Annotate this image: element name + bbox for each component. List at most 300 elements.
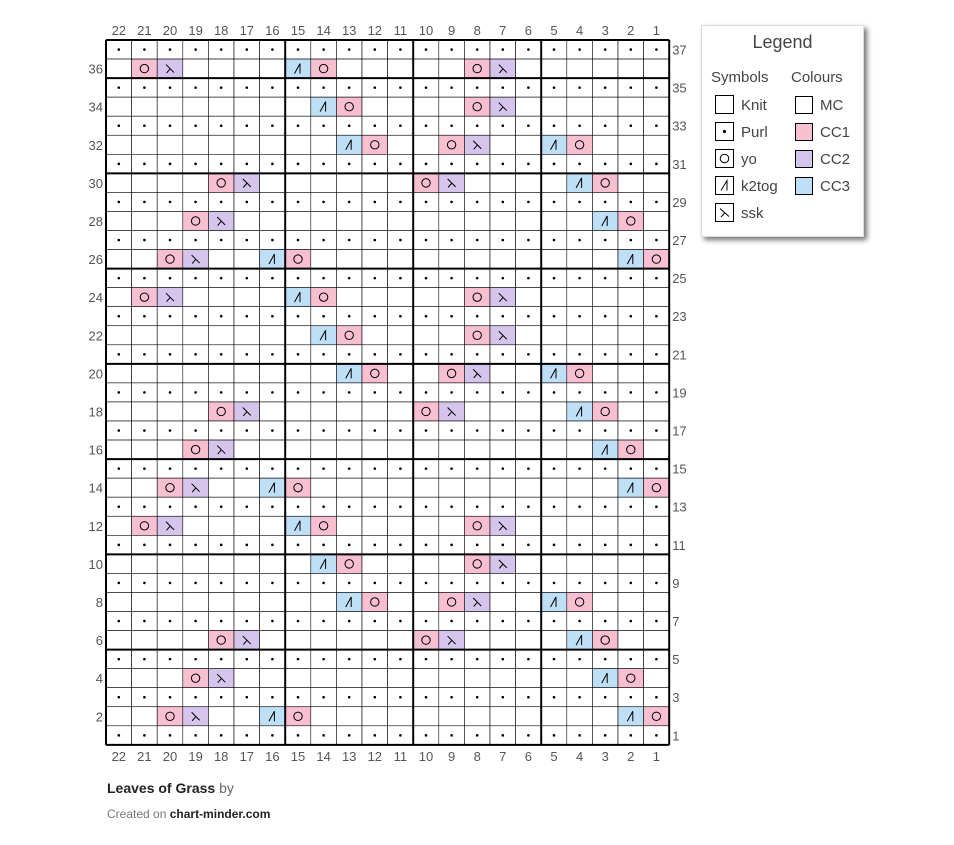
purl-icon [297,315,300,318]
purl-icon [476,582,479,585]
chart-cell [464,250,490,269]
chart-cell [592,326,618,345]
chart-cell [106,707,132,726]
chart-cell [183,211,209,230]
legend-colour-mc [795,95,843,115]
chart-cell [592,402,618,421]
purl-icon [476,544,479,547]
purl-icon [220,391,223,394]
chart-cell [516,326,542,345]
purl-icon [527,696,530,699]
purl-icon [194,163,197,166]
chart-cell [592,592,618,611]
purl-icon [297,353,300,356]
chart-cell [260,707,286,726]
purl-icon [425,505,428,508]
chart-cell [106,440,132,459]
chart-cell [567,250,593,269]
chart-cell [183,440,209,459]
chart-cell [285,554,311,573]
chart-cell [132,707,158,726]
purl-icon [271,658,274,661]
chart-cell [362,707,388,726]
chart-cell [336,211,362,230]
purl-icon [169,315,172,318]
chart-cell [234,59,260,78]
purl-icon [374,467,377,470]
chart-cell [208,250,234,269]
column-number-bottom: 1 [652,748,661,764]
row-number-right: 21 [672,347,687,363]
column-number-bottom: 12 [367,748,383,764]
chart-cell [311,364,337,383]
purl-icon [169,391,172,394]
chart-cell [336,631,362,650]
chart-cell [183,402,209,421]
chart-cell [208,592,234,611]
purl-icon [527,734,530,737]
chart-cell [541,173,567,192]
row-number-left: 2 [95,709,103,725]
column-number-bottom: 3 [601,748,609,764]
purl-icon [374,544,377,547]
purl-icon [578,658,581,661]
purl-icon [374,734,377,737]
purl-icon [450,353,453,356]
purl-icon [246,658,249,661]
chart-cell [157,669,183,688]
chart-cell [541,707,567,726]
purl-icon [194,315,197,318]
purl-icon [143,734,146,737]
chart-cell [234,516,260,535]
purl-icon [399,620,402,623]
chart-cell [592,135,618,154]
purl-icon [527,505,530,508]
chart-cell [362,364,388,383]
chart-cell [285,288,311,307]
purl-icon [118,315,121,318]
chart-cell [260,326,286,345]
chart-cell [234,250,260,269]
purl-icon [297,277,300,280]
purl-icon [527,544,530,547]
purl-icon [578,582,581,585]
purl-icon [271,544,274,547]
legend-symbol-ssk [715,203,764,223]
chart-cell [388,669,414,688]
purl-icon [399,48,402,51]
purl-icon [194,620,197,623]
chart-cell [618,478,644,497]
chart-cell [362,250,388,269]
row-number-left: 18 [88,404,103,420]
row-number-left: 32 [88,137,103,153]
row-number-right: 33 [672,118,687,134]
chart-cell [618,211,644,230]
chart-cell [106,211,132,230]
purl-icon [271,201,274,204]
chart-cell [439,135,465,154]
purl-icon [169,658,172,661]
purl-icon [143,277,146,280]
purl-icon [655,124,658,127]
chart-cell [516,97,542,116]
chart-cell [592,59,618,78]
chart-cell [106,669,132,688]
purl-icon [374,163,377,166]
chart-cell [362,59,388,78]
chart-cell [106,326,132,345]
chart-cell [208,631,234,650]
purl-icon [604,696,607,699]
legend-symbol-label: Purl [741,123,768,141]
purl-icon [271,429,274,432]
chart-cell [336,707,362,726]
purl-icon [502,658,505,661]
chart-cell [490,250,516,269]
purl-icon [553,201,556,204]
site-link[interactable]: chart-minder.com [169,807,271,821]
legend-symbols-heading: Symbols [711,69,769,86]
purl-icon [502,582,505,585]
chart-cell [285,97,311,116]
purl-icon [450,391,453,394]
purl-icon [604,124,607,127]
chart-cell [388,326,414,345]
row-number-right: 17 [672,423,687,439]
purl-icon [194,582,197,585]
purl-icon [578,467,581,470]
purl-icon [399,429,402,432]
chart-cell [644,288,670,307]
chart-cell [439,326,465,345]
purl-icon [655,86,658,89]
chart-cell [567,707,593,726]
chart-cell [234,326,260,345]
purl-icon [297,239,300,242]
purl-icon [348,696,351,699]
purl-icon [271,696,274,699]
purl-icon [476,353,479,356]
purl-icon [246,163,249,166]
chart-cell [413,402,439,421]
purl-icon [630,124,633,127]
purl-icon [118,467,121,470]
row-number-left: 36 [88,61,103,77]
chart-cell [541,554,567,573]
chart-cell [516,135,542,154]
chart-cell [541,326,567,345]
cc1-swatch [795,123,813,141]
chart-cell [132,592,158,611]
chart-cell [464,554,490,573]
purl-icon [322,391,325,394]
chart-cell [541,669,567,688]
purl-icon [527,658,530,661]
chart-cell [132,554,158,573]
chart-cell [567,631,593,650]
purl-icon [399,163,402,166]
chart-cell [516,288,542,307]
chart-cell [132,440,158,459]
chart-cell [183,554,209,573]
purl-icon [399,696,402,699]
credit-line [107,807,270,821]
chart-cell [362,173,388,192]
row-number-right: 3 [672,690,680,706]
purl-icon [399,467,402,470]
chart-cell [388,707,414,726]
purl-icon [118,124,121,127]
chart-cell [157,173,183,192]
purl-icon [322,124,325,127]
purl-icon [194,353,197,356]
chart-cell [260,631,286,650]
chart-cell [592,97,618,116]
purl-icon [169,620,172,623]
purl-icon [527,391,530,394]
purl-icon [630,391,633,394]
purl-icon [246,353,249,356]
chart-cell [618,173,644,192]
chart-cell [336,402,362,421]
purl-icon [143,48,146,51]
row-number-right: 25 [672,271,687,287]
chart-cell [157,326,183,345]
chart-cell [644,402,670,421]
legend-symbol-yo [715,149,757,169]
purl-icon [655,544,658,547]
chart-cell [567,516,593,535]
mc-swatch [795,96,813,114]
chart-cell [260,402,286,421]
purl-icon [604,201,607,204]
column-number-bottom: 21 [137,748,152,764]
chart-cell [234,364,260,383]
chart-cell [541,250,567,269]
chart-cell [260,440,286,459]
purl-icon [655,582,658,585]
chart-cell [439,97,465,116]
purl-icon [348,48,351,51]
purl-icon [630,505,633,508]
chart-cell [464,59,490,78]
purl-icon [374,315,377,318]
chart-cell [413,631,439,650]
purl-icon [578,505,581,508]
chart-cell [516,250,542,269]
chart-cell [208,326,234,345]
purl-icon [169,544,172,547]
purl-icon [246,277,249,280]
purl-icon [604,86,607,89]
purl-icon [527,201,530,204]
chart-cell [644,97,670,116]
chart-cell [413,326,439,345]
purl-icon [297,429,300,432]
chart-cell [541,440,567,459]
chart-cell [567,554,593,573]
purl-icon [194,658,197,661]
purl-icon [502,48,505,51]
purl-icon [578,734,581,737]
purl-icon [476,696,479,699]
chart-cell [567,97,593,116]
chart-cell [413,250,439,269]
chart-cell [490,135,516,154]
legend-symbol-knit [715,95,767,115]
purl-icon [630,315,633,318]
chart-cell [592,669,618,688]
chart-cell [157,631,183,650]
column-number-bottom: 14 [316,748,331,764]
chart-cell [644,478,670,497]
purl-icon [194,391,197,394]
purl-icon [220,544,223,547]
purl-icon [553,48,556,51]
purl-icon [399,201,402,204]
chart-cell [388,440,414,459]
purl-icon [553,124,556,127]
chart-cell [157,97,183,116]
chart-cell [285,669,311,688]
chart-cell [285,326,311,345]
column-number-bottom: 7 [499,748,507,764]
purl-icon [271,48,274,51]
chart-cell [388,554,414,573]
chart-cell [516,592,542,611]
purl-icon [194,277,197,280]
chart-cell [490,211,516,230]
chart-cell [541,592,567,611]
purl-icon [604,658,607,661]
chart-cell [362,516,388,535]
chart-cell [464,288,490,307]
purl-icon [399,505,402,508]
chart-cell [618,59,644,78]
purl-icon [143,544,146,547]
chart-cell [311,707,337,726]
purl-icon [374,86,377,89]
chart-cell [336,135,362,154]
purl-icon [297,391,300,394]
purl-icon [118,48,121,51]
chart-cell [439,516,465,535]
row-number-left: 34 [88,99,103,115]
legend-symbol-k2tog [715,176,778,196]
chart-cell [132,631,158,650]
purl-icon [271,239,274,242]
column-number-top: 15 [290,23,306,38]
chart-cell [132,669,158,688]
column-number-top: 5 [550,23,558,38]
purl-icon [246,696,249,699]
cc2-swatch [795,150,813,168]
chart-cell [106,554,132,573]
chart-cell [541,478,567,497]
chart-cell [567,592,593,611]
purl-icon [322,163,325,166]
chart-cell [567,669,593,688]
purl-icon [194,467,197,470]
purl-icon [399,86,402,89]
chart-cell [311,326,337,345]
purl-icon [655,315,658,318]
chart-cell [311,97,337,116]
purl-icon [604,582,607,585]
purl-icon [322,429,325,432]
column-number-bottom: 4 [575,748,584,764]
purl-icon [450,544,453,547]
chart-cell [516,478,542,497]
row-number-right: 5 [672,652,680,668]
purl-icon [118,201,121,204]
column-number-top: 8 [473,23,481,38]
purl-icon [476,239,479,242]
purl-icon [450,696,453,699]
purl-icon [169,429,172,432]
chart-cell [567,402,593,421]
purl-icon [655,734,658,737]
purl-icon [220,353,223,356]
chart-cell [362,631,388,650]
purl-icon [271,734,274,737]
chart-cell [541,516,567,535]
purl-icon [220,277,223,280]
chart-cell [183,135,209,154]
purl-icon [502,277,505,280]
purl-icon [630,658,633,661]
column-number-bottom: 6 [524,748,533,764]
purl-icon [348,315,351,318]
purl-icon [630,277,633,280]
column-number-bottom: 17 [239,748,255,764]
purl-icon [502,163,505,166]
purl-icon [655,658,658,661]
purl-icon [246,467,249,470]
purl-icon [220,734,223,737]
chart-cell [644,592,670,611]
purl-icon [374,391,377,394]
chart-cell [618,554,644,573]
purl-icon [169,582,172,585]
purl-icon [194,429,197,432]
chart-cell [311,631,337,650]
purl-icon [578,277,581,280]
chart-cell [618,516,644,535]
created-on-text: Created on [107,807,167,821]
purl-icon [220,467,223,470]
purl-icon [425,86,428,89]
legend-colour-label: CC1 [820,123,851,141]
chart-cell [336,592,362,611]
purl-icon [425,582,428,585]
chart-cell [336,516,362,535]
purl-icon [476,429,479,432]
chart-cell [285,440,311,459]
purl-icon [169,163,172,166]
chart-cell [260,288,286,307]
chart-cell [644,554,670,573]
chart-cell [464,631,490,650]
chart-cell [106,364,132,383]
chart-cell [336,669,362,688]
chart-cell [592,478,618,497]
purl-icon [118,86,121,89]
chart-cell [413,554,439,573]
purl-icon [246,620,249,623]
